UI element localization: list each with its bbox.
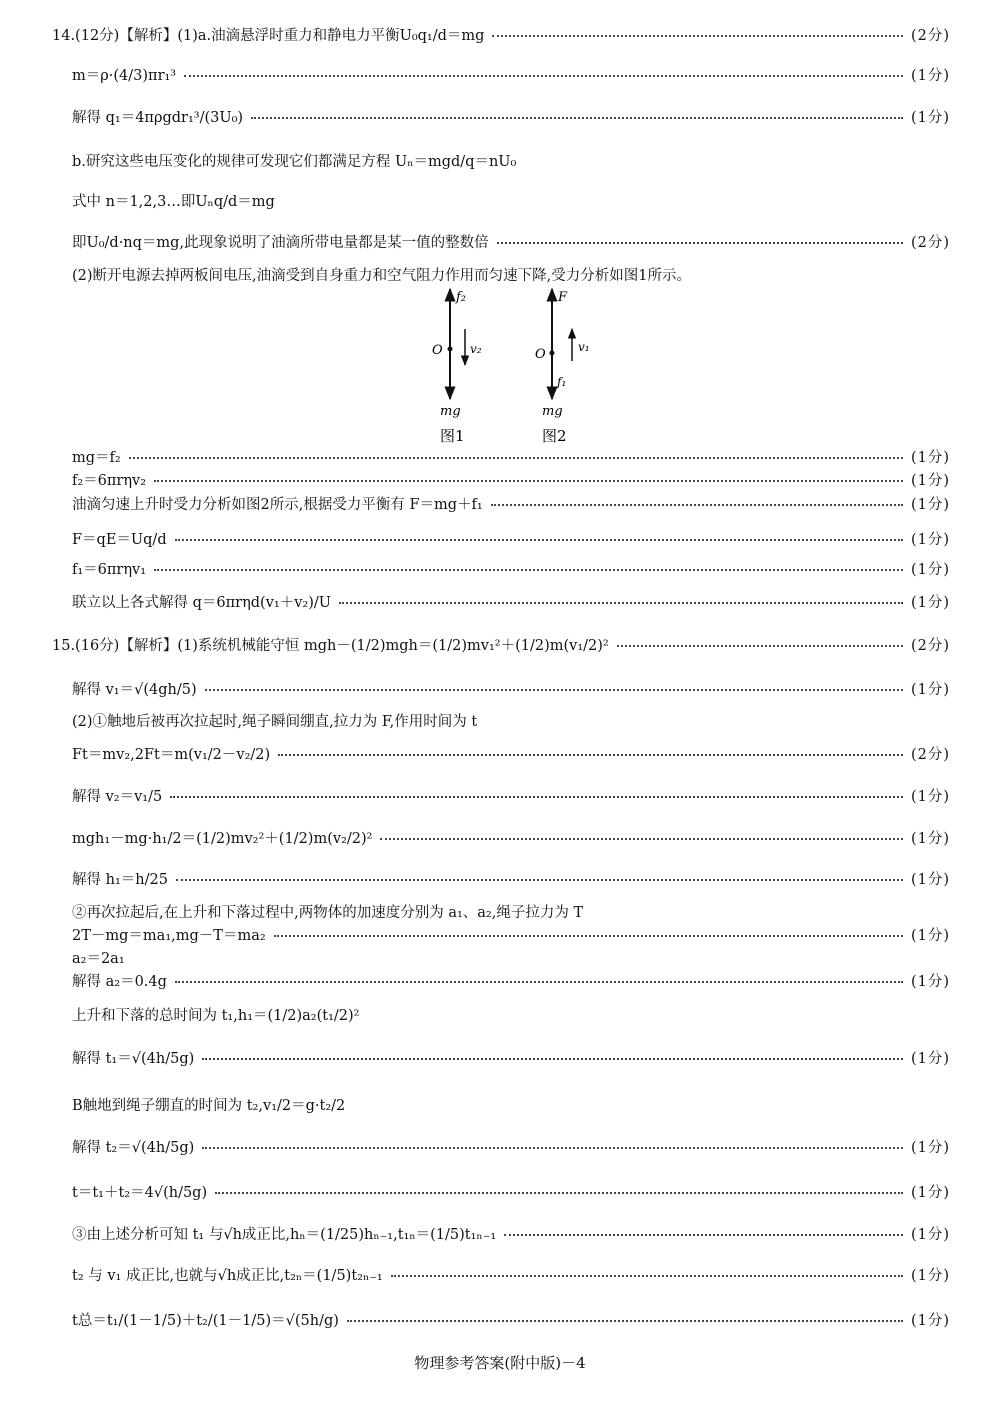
- fig2-velocity-label: v₁: [578, 340, 590, 354]
- line-9: f₂＝6πrηv₂ (1分): [72, 472, 950, 489]
- line-17: Ft＝mv₂,2Ft＝m(v₁/2－v₂/2) (2分): [72, 746, 950, 763]
- fig2-caption: 图2: [542, 427, 567, 445]
- fig1-down-label: mg: [440, 404, 461, 419]
- line-4: b.研究这些电压变化的规律可发现它们都满足方程 Uₙ＝mgd/q＝nU₀: [72, 153, 517, 170]
- fig2-point: [550, 351, 555, 356]
- line-13: 联立以上各式解得 q＝6πrηd(v₁＋v₂)/U (1分): [72, 594, 950, 611]
- line-26: 解得 t₁＝√(4h/5g) (1分): [72, 1050, 950, 1067]
- fig1-point-label: O: [432, 343, 443, 358]
- line-1: 14.(12分)【解析】(1)a.油滴悬浮时重力和静电力平衡U₀q₁/d＝mg (2分): [52, 27, 950, 44]
- line-22: 2T－mg＝ma₁,mg－T＝ma₂ (1分): [72, 927, 950, 944]
- line-28: 解得 t₂＝√(4h/5g) (1分): [72, 1139, 950, 1156]
- line-32: t总＝t₁/(1－1/5)＋t₂/(1－1/5)＝√(5h/g) (1分): [72, 1312, 950, 1329]
- fig2-down-label: mg: [542, 404, 563, 419]
- force-diagram: [405, 283, 595, 448]
- fig2-point-label: O: [535, 347, 546, 362]
- fig2-mid-label: f₁: [557, 375, 567, 389]
- fig2-up-label: F: [558, 290, 568, 305]
- line-18: 解得 v₂＝v₁/5 (1分): [72, 788, 950, 805]
- line-20: 解得 h₁＝h/25 (1分): [72, 871, 950, 888]
- line-29: t＝t₁＋t₂＝4√(h/5g) (1分): [72, 1184, 950, 1201]
- line-6: 即U₀/d·nq＝mg,此现象说明了油滴所带电量都是某一值的整数倍 (2分): [72, 234, 950, 251]
- line-19: mgh₁－mg·h₁/2＝(1/2)mv₂²＋(1/2)m(v₂/2)² (1分): [72, 830, 950, 847]
- line-11: F＝qE＝Uq/d (1分): [72, 531, 950, 548]
- fig1-velocity-label: v₂: [470, 342, 482, 356]
- line-5: 式中 n＝1,2,3…即Uₙq/d＝mg: [72, 193, 275, 210]
- line-12: f₁＝6πrηv₁ (1分): [72, 561, 950, 578]
- line-10: 油滴匀速上升时受力分析如图2所示,根据受力平衡有 F＝mg＋f₁ (1分): [72, 496, 950, 513]
- line-23: a₂＝2a₁: [72, 950, 125, 967]
- fig1-point: [448, 347, 453, 352]
- line-8: mg＝f₂ (1分): [72, 449, 950, 466]
- fig1-caption: 图1: [440, 427, 465, 445]
- force-diagram-figure: [405, 283, 595, 448]
- line-25: 上升和下落的总时间为 t₁,h₁＝(1/2)a₂(t₁/2)²: [72, 1007, 360, 1024]
- line-27: B触地到绳子绷直的时间为 t₂,v₁/2＝g·t₂/2: [72, 1097, 346, 1114]
- line-7: (2)断开电源去掉两板间电压,油滴受到自身重力和空气阻力作用而匀速下降,受力分析如图1所示。: [72, 267, 691, 284]
- line-16: (2)①触地后被再次拉起时,绳子瞬间绷直,拉力为 F,作用时间为 t: [72, 713, 478, 730]
- line-24: 解得 a₂＝0.4g (1分): [72, 973, 950, 990]
- line-2: m＝ρ·(4/3)πr₁³ (1分): [72, 67, 950, 84]
- line-30: ③由上述分析可知 t₁ 与√h成正比,hₙ＝(1/25)hₙ₋₁,t₁ₙ＝(1/5)t₁ₙ₋₁ (1分): [72, 1226, 950, 1243]
- line-21: ②再次拉起后,在上升和下落过程中,两物体的加速度分别为 a₁、a₂,绳子拉力为 T: [72, 904, 584, 921]
- fig1-up-label: f₂: [456, 290, 467, 305]
- line-14: 15.(16分)【解析】(1)系统机械能守恒 mgh－(1/2)mgh＝(1/2)mv₁²＋(1/2)m(v₁/2)² (2分): [52, 637, 950, 654]
- line-3: 解得 q₁＝4πρgdr₁³/(3U₀) (1分): [72, 109, 950, 126]
- page-footer: 物理参考答案(附中版)－4: [414, 1354, 586, 1372]
- line-31: t₂ 与 v₁ 成正比,也就与√h成正比,t₂ₙ＝(1/5)t₂ₙ₋₁ (1分): [72, 1267, 950, 1284]
- line-15: 解得 v₁＝√(4gh/5) (1分): [72, 681, 950, 698]
